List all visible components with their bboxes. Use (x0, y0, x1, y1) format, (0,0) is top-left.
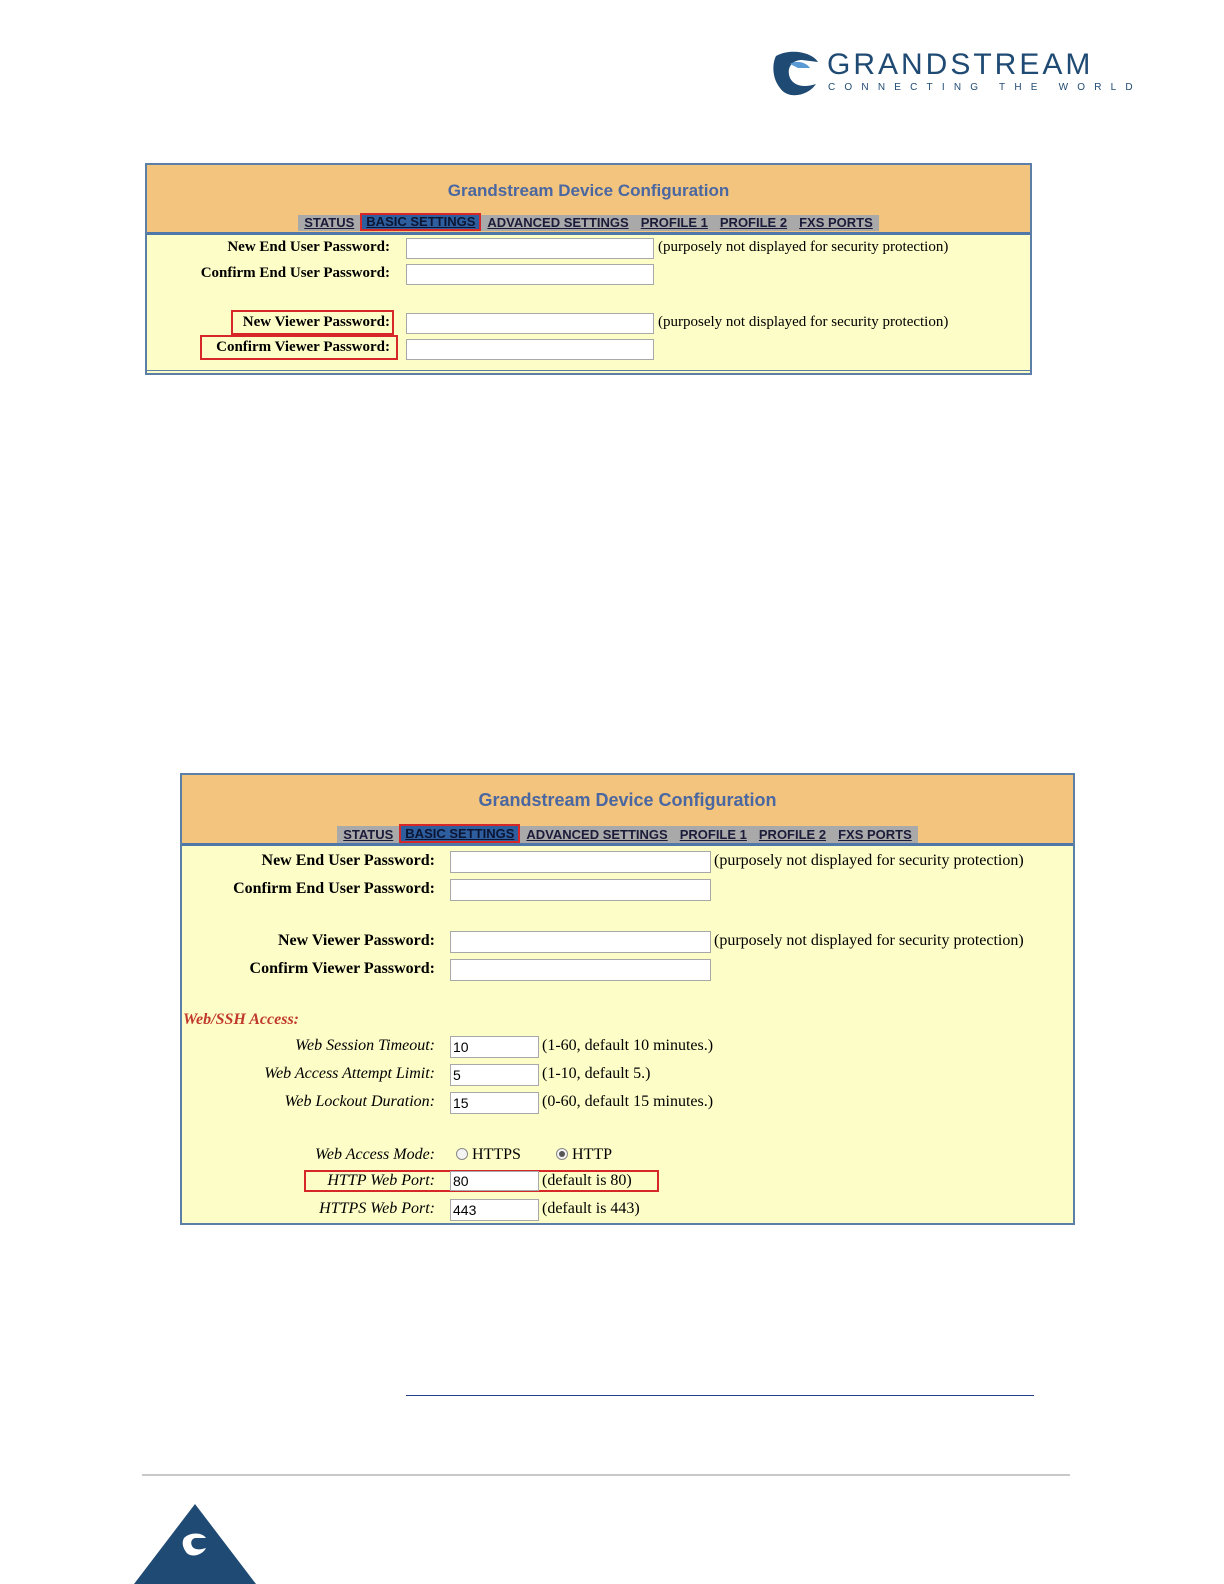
panel-header (147, 165, 1030, 235)
tab-status[interactable]: STATUS (337, 826, 399, 843)
tab-basic-settings[interactable]: BASIC SETTINGS (399, 824, 520, 843)
confirm-viewer-password-label: Confirm Viewer Password: (249, 960, 435, 977)
http-web-port-input[interactable]: 80 (450, 1171, 539, 1191)
panel-bottom-rule (147, 370, 1030, 371)
new-end-user-password-label: New End User Password: (227, 239, 390, 255)
confirm-end-user-password-input[interactable] (450, 879, 711, 901)
tab-advanced-settings[interactable]: ADVANCED SETTINGS (481, 215, 634, 231)
web-lockout-duration-hint: (0-60, default 15 minutes.) (542, 1093, 714, 1110)
panel-header (182, 775, 1073, 846)
https-radio[interactable] (456, 1148, 468, 1160)
tab-profile-2[interactable]: PROFILE 2 (753, 826, 832, 843)
config-panel-1 (145, 163, 1032, 375)
http-option-label: HTTP (572, 1146, 612, 1163)
tab-status[interactable]: STATUS (298, 215, 360, 231)
web-lockout-duration-label: Web Lockout Duration: (284, 1093, 435, 1110)
web-session-timeout-label: Web Session Timeout: (295, 1037, 435, 1054)
http-web-port-hint: (default is 80) (542, 1172, 632, 1189)
confirm-end-user-password-label: Confirm End User Password: (200, 265, 390, 281)
web-access-attempt-limit-label: Web Access Attempt Limit: (264, 1065, 435, 1082)
tab-fxs-ports[interactable]: FXS PORTS (832, 826, 918, 843)
https-option-label: HTTPS (472, 1146, 521, 1163)
security-note: (purposely not displayed for security protection) (714, 852, 1024, 869)
panel-title: Grandstream Device Configuration (447, 181, 730, 200)
http-radio[interactable] (556, 1148, 568, 1160)
web-access-mode-label: Web Access Mode: (315, 1146, 435, 1163)
panel-title: Grandstream Device Configuration (478, 790, 777, 810)
tab-profile-1[interactable]: PROFILE 1 (635, 215, 714, 231)
web-access-attempt-limit-input[interactable]: 5 (450, 1064, 539, 1086)
grandstream-logo (772, 48, 1142, 100)
tab-profile-2[interactable]: PROFILE 2 (714, 215, 793, 231)
new-viewer-password-input[interactable] (450, 931, 711, 953)
confirm-viewer-password-input[interactable] (450, 959, 711, 981)
new-end-user-password-label: New End User Password: (261, 852, 435, 869)
security-note: (purposely not displayed for security protection) (658, 239, 949, 255)
new-end-user-password-input[interactable] (406, 238, 654, 259)
grandstream-logo-icon (772, 48, 820, 98)
tab-bar (182, 826, 1073, 843)
confirm-viewer-password-label: Confirm Viewer Password: (216, 339, 390, 355)
tab-advanced-settings[interactable]: ADVANCED SETTINGS (520, 826, 673, 843)
new-viewer-password-label: New Viewer Password: (242, 314, 390, 330)
security-note: (purposely not displayed for security protection) (658, 314, 949, 330)
web-ssh-section-heading: Web/SSH Access: (183, 1011, 299, 1028)
security-note: (purposely not displayed for security protection) (714, 932, 1024, 949)
web-session-timeout-input[interactable]: 10 (450, 1036, 539, 1058)
http-web-port-label: HTTP Web Port: (327, 1172, 435, 1189)
tab-fxs-ports[interactable]: FXS PORTS (793, 215, 879, 231)
https-web-port-label: HTTPS Web Port: (319, 1200, 435, 1217)
web-lockout-duration-input[interactable]: 15 (450, 1092, 539, 1114)
confirm-end-user-password-label: Confirm End User Password: (233, 880, 435, 897)
brand-name: GRANDSTREAM (827, 48, 1094, 81)
web-session-timeout-hint: (1-60, default 10 minutes.) (542, 1037, 714, 1054)
new-end-user-password-input[interactable] (450, 851, 711, 873)
footer-logo-icon (134, 1504, 256, 1584)
footer-rule (142, 1474, 1070, 1476)
https-web-port-input[interactable]: 443 (450, 1199, 539, 1221)
new-viewer-password-label: New Viewer Password: (277, 932, 435, 949)
tab-bar (147, 215, 1030, 231)
tab-basic-settings[interactable]: BASIC SETTINGS (360, 213, 481, 231)
https-web-port-hint: (default is 443) (542, 1200, 640, 1217)
tab-profile-1[interactable]: PROFILE 1 (674, 826, 753, 843)
brand-tagline: CONNECTING THE WORLD (828, 82, 1142, 93)
confirm-viewer-password-input[interactable] (406, 339, 654, 360)
link-underline (406, 1395, 1034, 1396)
new-viewer-password-input[interactable] (406, 313, 654, 334)
confirm-end-user-password-input[interactable] (406, 264, 654, 285)
config-panel-2 (180, 773, 1075, 1225)
web-access-attempt-limit-hint: (1-10, default 5.) (542, 1065, 651, 1082)
